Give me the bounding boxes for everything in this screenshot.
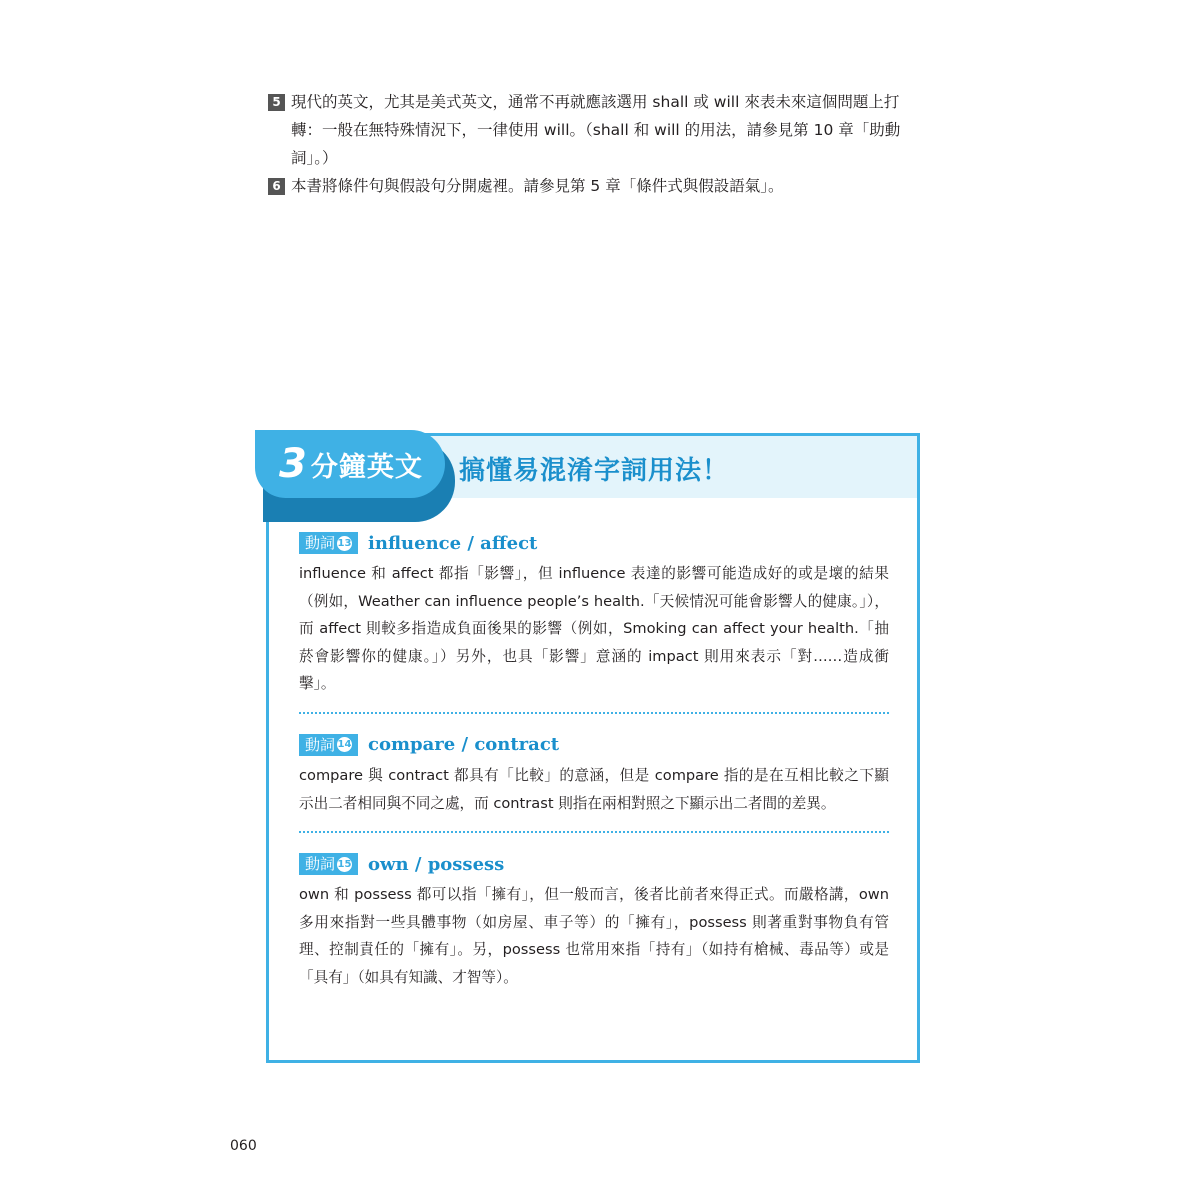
entries <box>299 530 889 992</box>
pos-badge-number: 14 <box>337 739 352 751</box>
footnote-6 <box>268 172 920 200</box>
entry-word: compare / contract <box>368 734 560 756</box>
tab-label: 分鐘英文 <box>310 451 423 483</box>
pos-badge-number: 15 <box>337 858 352 870</box>
footnotes <box>268 88 920 200</box>
entry-word: influence / affect <box>368 532 538 554</box>
entry-head <box>299 530 889 556</box>
section-tab <box>255 430 445 498</box>
page-number: 060 <box>230 1138 257 1154</box>
vocab-box <box>266 433 920 1063</box>
pos-badge <box>299 734 358 756</box>
pos-badge-label: 動詞 <box>305 534 336 552</box>
dotted-divider <box>299 831 889 833</box>
footnote-number: 5 <box>268 94 285 111</box>
tab-number: 3 <box>279 441 307 487</box>
entry-influence-affect <box>299 530 889 698</box>
footnote-number: 6 <box>268 178 285 195</box>
pos-badge <box>299 853 358 875</box>
entry-body: influence 和 affect 都指「影響」，但 influence 表達的影響可能造成好的或是壞的結果（例如，Weather can influence people’s health.「天候情況可能會影響人的健康。」），而 affect 則較多指造成負面後果的影響（例如，Smoking can affect your health.「抽菸會影響你的健康。」）另外，也具「影響」意涵的 impact 則用來表示「對……造成衝擊」。 <box>299 565 889 693</box>
footnote-text: 現代的英文，尤其是美式英文，通常不再就應該選用 shall 或 will 來表未來這個問題上打轉：一般在無特殊情況下，一律使用 will。（shall 和 will 的用法，請參見第 10 章「助動詞」。） <box>291 93 901 167</box>
entry-word: own / possess <box>368 853 505 875</box>
footnote-5 <box>268 88 920 172</box>
entry-own-possess <box>299 851 889 991</box>
entry-body: own 和 possess 都可以指「擁有」，但一般而言，後者比前者來得正式。而嚴格講，own 多用來指對一些具體事物（如房屋、車子等）的「擁有」，possess 則著重對事物負有管理、控制責任的「擁有」。另，possess 也常用來指「持有」（如持有槍械、毒品等）或是「具有」（如具有知識、才智等）。 <box>299 886 889 986</box>
pos-badge-label: 動詞 <box>305 855 336 874</box>
footnote-text: 本書將條件句與假設句分開處裡。請參見第 5 章「條件式與假設語氣」。 <box>291 177 784 195</box>
entry-compare-contract <box>299 732 889 817</box>
entry-body: compare 與 contract 都具有「比較」的意涵，但是 compare 指的是在互相比較之下顯示出二者相同與不同之處，而 contrast 則指在兩相對照之下顯示出二者間的差異。 <box>299 766 889 812</box>
pos-badge-label: 動詞 <box>305 735 336 754</box>
pos-badge-number: 13 <box>337 537 352 549</box>
pos-badge <box>299 532 358 554</box>
box-title: 搞懂易混淆字詞用法！ <box>459 456 730 486</box>
entry-head <box>299 851 889 877</box>
entry-head <box>299 732 889 758</box>
dotted-divider <box>299 712 889 714</box>
